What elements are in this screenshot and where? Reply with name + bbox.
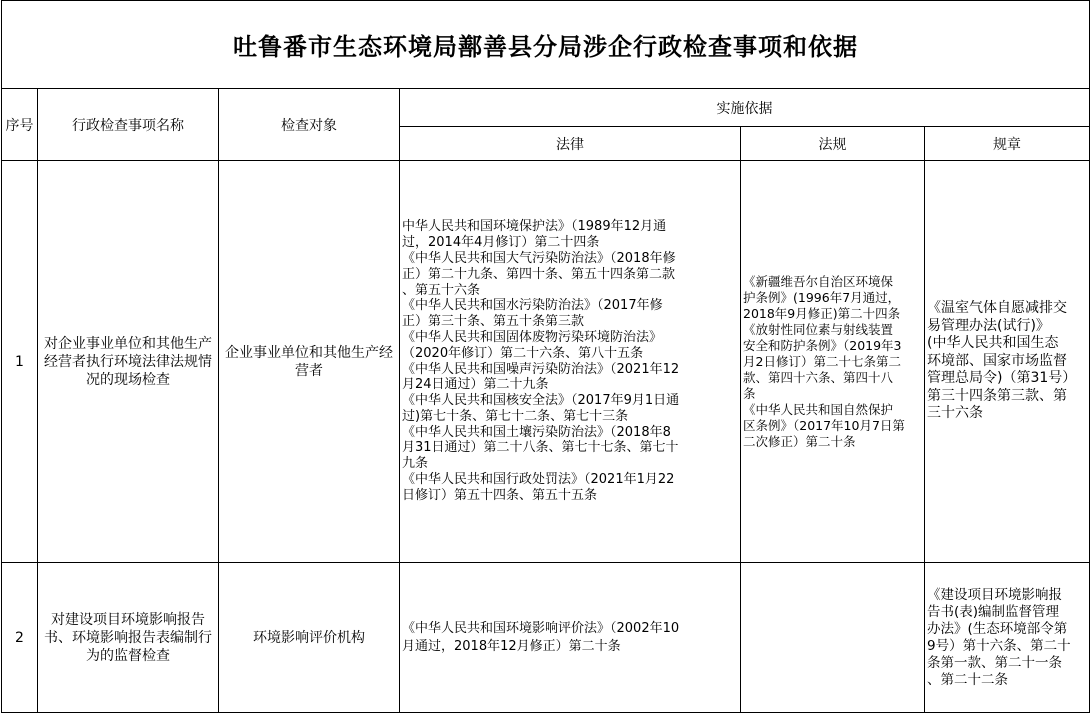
row-regulation-basis (741, 563, 925, 713)
regulation-line: 款、第四十六条、第四十八 (743, 369, 894, 385)
row-seq: 1 (2, 161, 38, 563)
row-law-basis (400, 563, 741, 713)
rule-line: 告书(表)编制监督管理 (927, 603, 1060, 620)
row-seq: 2 (2, 563, 38, 713)
rule-line: 办法》(生态环境部令第 (927, 620, 1068, 637)
law-line: 月31日通过）第二十八条、第七十七条、第七十 (402, 440, 679, 456)
header-item-name: 行政检查事项名称 (38, 89, 219, 161)
law-line: 《中华人民共和国土壤污染防治法》（2018年8 (402, 424, 671, 440)
rule-line: (中华人民共和国生态 (927, 335, 1059, 352)
law-line: 《中华人民共和国固体废物污染环境防治法》 (402, 329, 663, 345)
row-item-name: 对企业事业单位和其他生产经营者执行环境法律法规情况的现场检查 (38, 161, 219, 563)
regulation-line: 区条例》（2017年10月7日第 (743, 417, 905, 433)
rule-line: 条第一款、第二十一条 (927, 654, 1062, 671)
law-line: 九条 (402, 456, 429, 472)
rule-line: 《温室气体自愿减排交 (927, 300, 1067, 317)
regulation-line: 《中华人民共和国自然保护 (743, 401, 894, 417)
rule-line: 第三十四条第三款、第 (927, 387, 1067, 404)
law-line: 日修订）第五十四条、第五十五条 (402, 487, 598, 503)
regulation-line: 安全和防护条例》（2019年3 (743, 337, 902, 353)
regulation-line: 《放射性同位素与射线装置 (743, 321, 894, 337)
law-line: 正）第三十条、第五十条第三款 (402, 314, 585, 330)
law-line: 正）第二十九条、第四十条、第五十四条第二款 (402, 266, 676, 282)
regulation-line: 月2日修订）第二十七条第二 (743, 353, 901, 369)
row-law-basis (400, 161, 741, 563)
header-rule: 规章 (925, 127, 1090, 161)
law-line: 过)第七十条、第七十二条、第七十三条 (402, 408, 629, 424)
law-line: 、第五十六条 (402, 282, 481, 298)
table-row (2, 563, 1090, 713)
law-line: 《中华人民共和国水污染防治法》（2017年修 (402, 298, 663, 314)
law-line: 《中华人民共和国行政处罚法》（2021年1月22 (402, 472, 675, 488)
rule-line: 管理总局令)（第31号） (927, 370, 1077, 387)
law-line: （2020年修订）第二十六条、第八十五条 (402, 345, 644, 361)
regulation-line: 条 (743, 385, 756, 401)
regulation-line: 《新疆维吾尔自治区环境保 (743, 273, 894, 289)
table-row (2, 161, 1090, 563)
header-regulation: 法规 (741, 127, 925, 161)
row-rule-basis (925, 161, 1090, 563)
row-rule-basis (925, 563, 1090, 713)
law-line: 《中华人民共和国环境影响评价法》（2002年10 (402, 620, 680, 636)
header-seq: 序号 (2, 89, 38, 161)
law-line: 中华人民共和国环境保护法》（1989年12月通 (402, 219, 667, 235)
regulation-line: 二次修正）第二十条 (743, 433, 856, 449)
law-line: 月24日通过）第二十九条 (402, 377, 549, 393)
regulation-line: 护条例》(1996年7月通过， (743, 289, 901, 305)
rule-line: 、第二十二条 (927, 671, 1008, 688)
header-target: 检查对象 (219, 89, 400, 161)
regulation-line: 2018年9月修正)第二十四条 (743, 305, 901, 321)
inspection-table (1, 0, 1090, 713)
rule-line: 三十六条 (927, 405, 983, 422)
rule-line: 9号）第十六条、第二十 (927, 637, 1071, 654)
row-item-name: 对建设项目环境影响报告书、环境影响报告表编制行为的监督检查 (38, 563, 219, 713)
law-line: 月通过，2018年12月修正）第二十条 (402, 638, 621, 654)
row-target: 环境影响评价机构 (219, 563, 400, 713)
rule-line: 易管理办法(试行)》 (927, 317, 1050, 334)
page-title: 吐鲁番市生态环境局鄯善县分局涉企行政检查事项和依据 (2, 1, 1090, 89)
rule-line: 《建设项目环境影响报 (927, 586, 1062, 603)
header-law: 法律 (400, 127, 741, 161)
law-line: 《中华人民共和国噪声污染防治法》（2021年12 (402, 361, 680, 377)
law-line: 过，2014年4月修订）第二十四条 (402, 235, 600, 251)
row-target: 企业事业单位和其他生产经营者 (219, 161, 400, 563)
law-line: 《中华人民共和国大气污染防治法》（2018年修 (402, 250, 676, 266)
rule-line: 环境部、国家市场监督 (927, 352, 1067, 369)
row-regulation-basis (741, 161, 925, 563)
law-line: 《中华人民共和国核安全法》（2017年9月1日通 (402, 393, 680, 409)
header-basis: 实施依据 (400, 89, 1090, 127)
